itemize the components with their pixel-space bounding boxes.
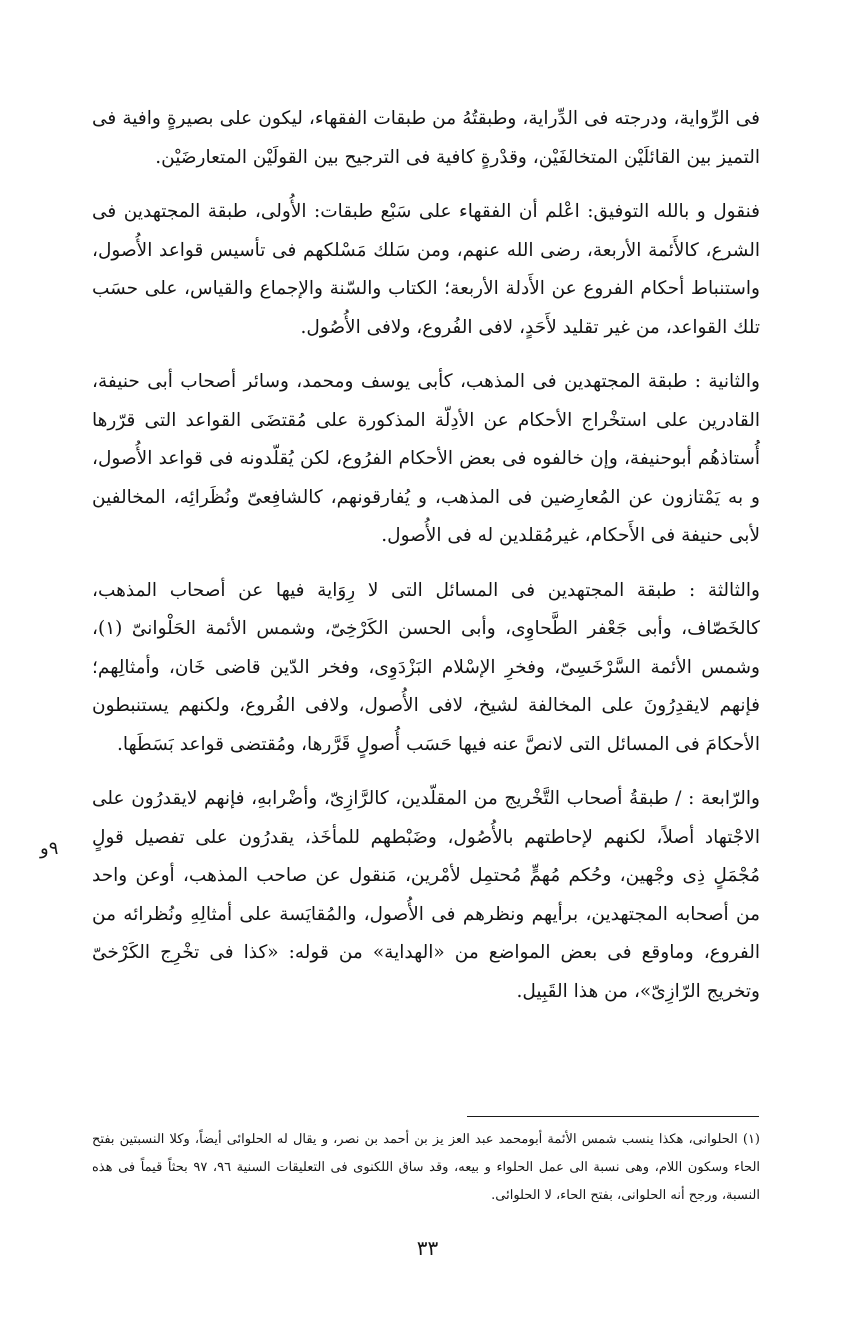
paragraph-fourth-class: والرّابعة : / طبقةُ أصحاب التَّخْريج من المقلّدين، كالرَّازِىّ، وأضْرابهِ، فإنهم لايقدرُون على الاجْتهاد أصلاً، لكنهم لإحاطتهم بالأُصُول، وضَبْطهم للمأخَذ، يقدرُون على تفصيل قولٍ مُجْمَلٍ ذِى وجْهين، وحُكم مُهمٍّ مُحتمِل لأمْرين، مَنقول عن صاحب المذهب، أوعن واحد من أصحابه المجتهدين، برأيهم ونظرهم فى الأُصول، والمُقايَسة على أمثالِهِ ونُظرائه من الفروع، وماوقع فى بعض المواضع من «الهداية» من قوله: «كذا فى تخْرِج الكَرْخىّ وتخريج الرّازِىّ»، من هذا القَبِيل. <box>92 788 760 1002</box>
paragraph-second-class: والثانية : طبقة المجتهدين فى المذهب، كأبى يوسف ومحمد، وسائر أصحاب أبى حنيفة، القادرين على استخْراج الأحكام عن الأدِلّة المذكورة على مُقتضَى القواعد التى قرّرها أُستاذهُم أبوحنيفة، وإن خالفوه فى بعض الأحكام الفرُوع، لكن يُقلّدونه فى قواعد الأُصول، و به يَمْتازون عن المُعارِضين فى المذهب، و يُفارقونهم، كالشافِعىّ ونُظَرائِه، المخالفين لأبى حنيفة فى الأَحكام، غيرمُقلدين له فى الأُصول. <box>92 371 760 546</box>
paragraph-third-class: والثالثة : طبقة المجتهدين فى المسائل التى لا رِوَاية فيها عن أصحاب المذهب، كالخَصّاف، وأبى جَعْفر الطَّحاوِى، وأبى الحسن الكَرْخِىّ، وشمس الأئمة الحَلْوانىّ (١)، وشمس الأئمة السَّرْخَسِىّ، وفخرِ الإسْلام البَزْدَوِى، وفخر الدّين قاضى خَان، وأمثالِهم؛ فإنهم لايقدِرُونَ على المخالفة لشيخ، لافى الأُصول، ولافى الفُروع، ولكنهم يستنبطون الأحكامَ فى المسائل التى لانصَّ عنه فيها حَسَب أُصولٍ قَرَّرها، ومُقتضى قواعد بَسَطَها. <box>92 579 760 755</box>
margin-folio-note: ٩و <box>40 838 59 859</box>
footnote-divider <box>467 1116 759 1117</box>
paragraph-first-class: فنقول و بالله التوفيق: اعْلم أن الفقهاء على سَبْع طبقات: الأُولى، طبقة المجتهدين فى الشرع، كالأَئمة الأربعة، رضى الله عنهم، ومن سَلك مَسْلكهم فى تأسيس قواعد الأُصول، واستنباط أحكام الفروع عن الأَدلة الأربعة؛ الكتاب والسّنة والإجماع والقياس، على حسَب تلك القواعد، من غير تقليد لأَحَدٍ، لافى الفُروع، ولافى الأُصُول. <box>92 201 760 338</box>
page-number: ٣٣ <box>416 1236 439 1260</box>
footnote: (١) الحلوانى، هكذا ينسب شمس الأئمة أبومحمد عبد العز يز بن أحمد بن نصر، و يقال له الحلوائى أيضاً، وكلا النسبتين بفتح الحاء وسكون اللام، وهى نسبة الى عمل الحلواء و بيعه، وقد ساق اللكنوى فى التعليقات السنية ٩٦، ٩٧ بحثاً قيماً فى هذه النسبة، ورجح أنه الحلوانى، بفتح الحاء، لا الحلوائى. <box>92 1132 761 1203</box>
main-text <box>92 100 760 1011</box>
paragraph-riwaya: فى الرِّواية، ودرجته فى الدِّراية، وطبقتُهُ من طبقات الفقهاء، ليكون على بصيرةٍ وافية فى التميز بين القائلَيْن المتخالفَيْن، وقدْرةٍ كافية فى الترجيح بين القولَيْن المتعارضَيْن. <box>92 108 760 168</box>
